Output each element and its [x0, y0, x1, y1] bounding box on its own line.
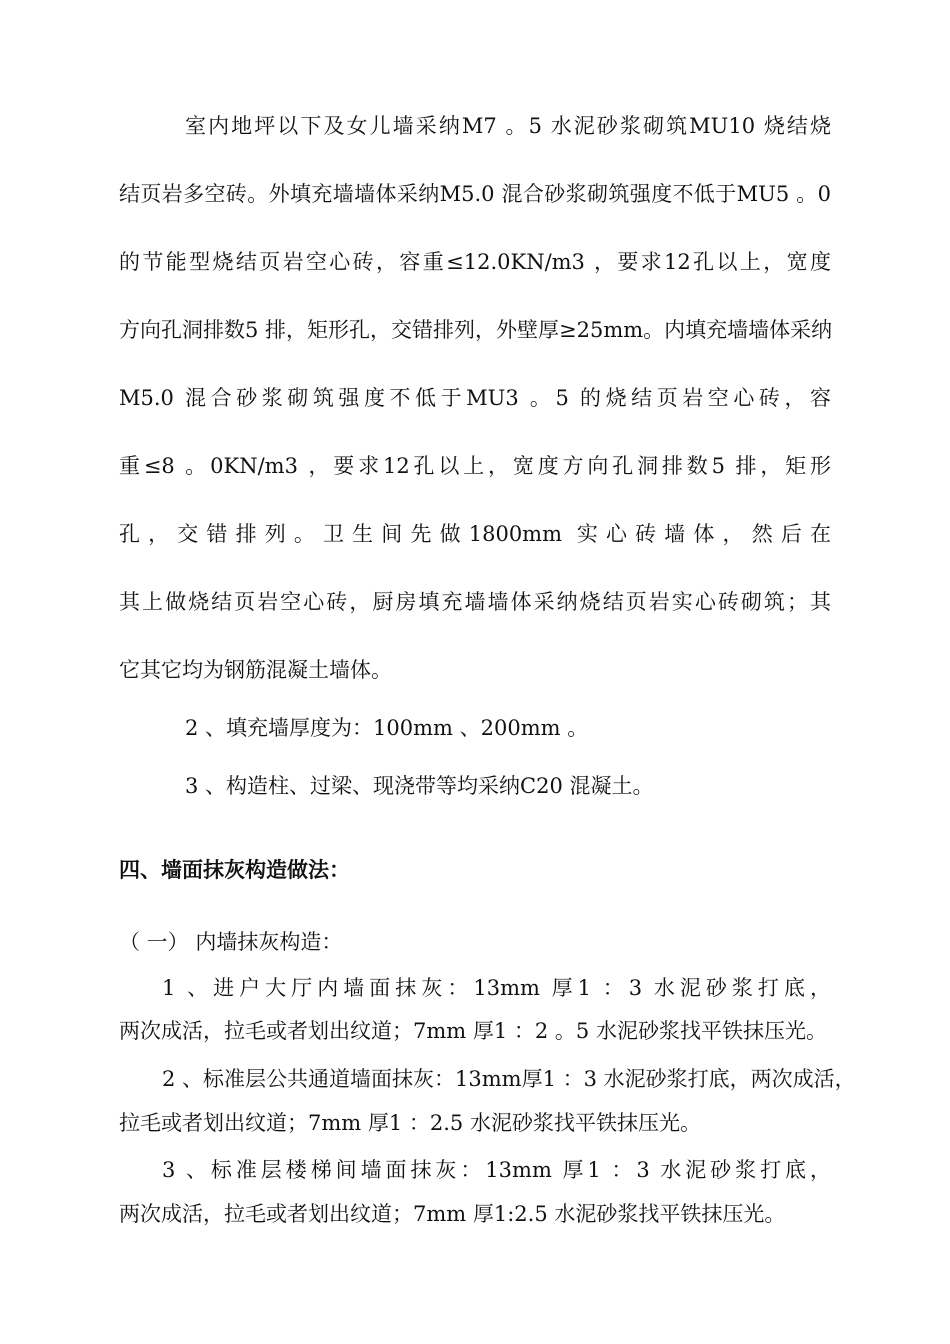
paragraph-line: 孔，交错排列。卫生间先做1800mm 实心砖墙体，然后在	[119, 522, 831, 546]
paragraph-line: 的节能型烧结页岩空心砖，容重≤12.0KN/m3 ，要求12孔以上，宽度	[119, 250, 831, 274]
paragraph-line: 室内地坪以下及女儿墙采纳M7 。5 水泥砂浆砌筑MU10 烧结烧	[185, 114, 831, 138]
section-heading: 四、墙面抹灰构造做法：	[119, 858, 350, 882]
plaster-item-line: 两次成活，拉毛或者划出纹道；7mm 厚1 ：2 。5 水泥砂浆找平铁抹压光。	[119, 1019, 827, 1043]
paragraph-line-last: 它其它均为钢筋混凝土墙体。	[119, 658, 392, 682]
paragraph-line: M5.0 混合砂浆砌筑强度不低于MU3 。5 的烧结页岩空心砖，容	[119, 386, 831, 410]
paragraph-line: 重≤8 。0KN/m3 ，要求12孔以上，宽度方向孔洞排数5 排，矩形	[119, 454, 831, 478]
plaster-item-line: 两次成活，拉毛或者划出纹道；7mm 厚1:2.5 水泥砂浆找平铁抹压光。	[119, 1202, 786, 1226]
plaster-item-line: 2 、标准层公共通道墙面抹灰：13mm厚1 ：3 水泥砂浆打底，两次成活，	[162, 1067, 856, 1091]
list-item-2: 2 、填充墙厚度为：100mm 、200mm 。	[185, 716, 589, 740]
list-item-3: 3 、构造柱、过梁、现浇带等均采纳C20 混凝土。	[185, 774, 654, 798]
plaster-item-line: 3 、标准层楼梯间墙面抹灰：13mm 厚1 ：3 水泥砂浆打底，	[162, 1158, 831, 1182]
paragraph-line: 方向孔洞排数5 排，矩形孔，交错排列，外壁厚≥25mm。内填充墙墙体采纳	[119, 318, 833, 342]
subsection-heading: （ 一） 内墙抹灰构造：	[119, 930, 343, 954]
paragraph-line: 其上做烧结页岩空心砖，厨房填充墙墙体采纳烧结页岩实心砖砌筑；其	[119, 590, 831, 614]
plaster-item-line: 拉毛或者划出纹道；7mm 厚1 ：2.5 水泥砂浆找平铁抹压光。	[119, 1111, 701, 1135]
paragraph-line: 结页岩多空砖。外填充墙墙体采纳M5.0 混合砂浆砌筑强度不低于MU5 。0	[119, 182, 831, 206]
plaster-item-line: 1 、进户大厅内墙面抹灰：13mm 厚1 ：3 水泥砂浆打底，	[162, 976, 831, 1000]
